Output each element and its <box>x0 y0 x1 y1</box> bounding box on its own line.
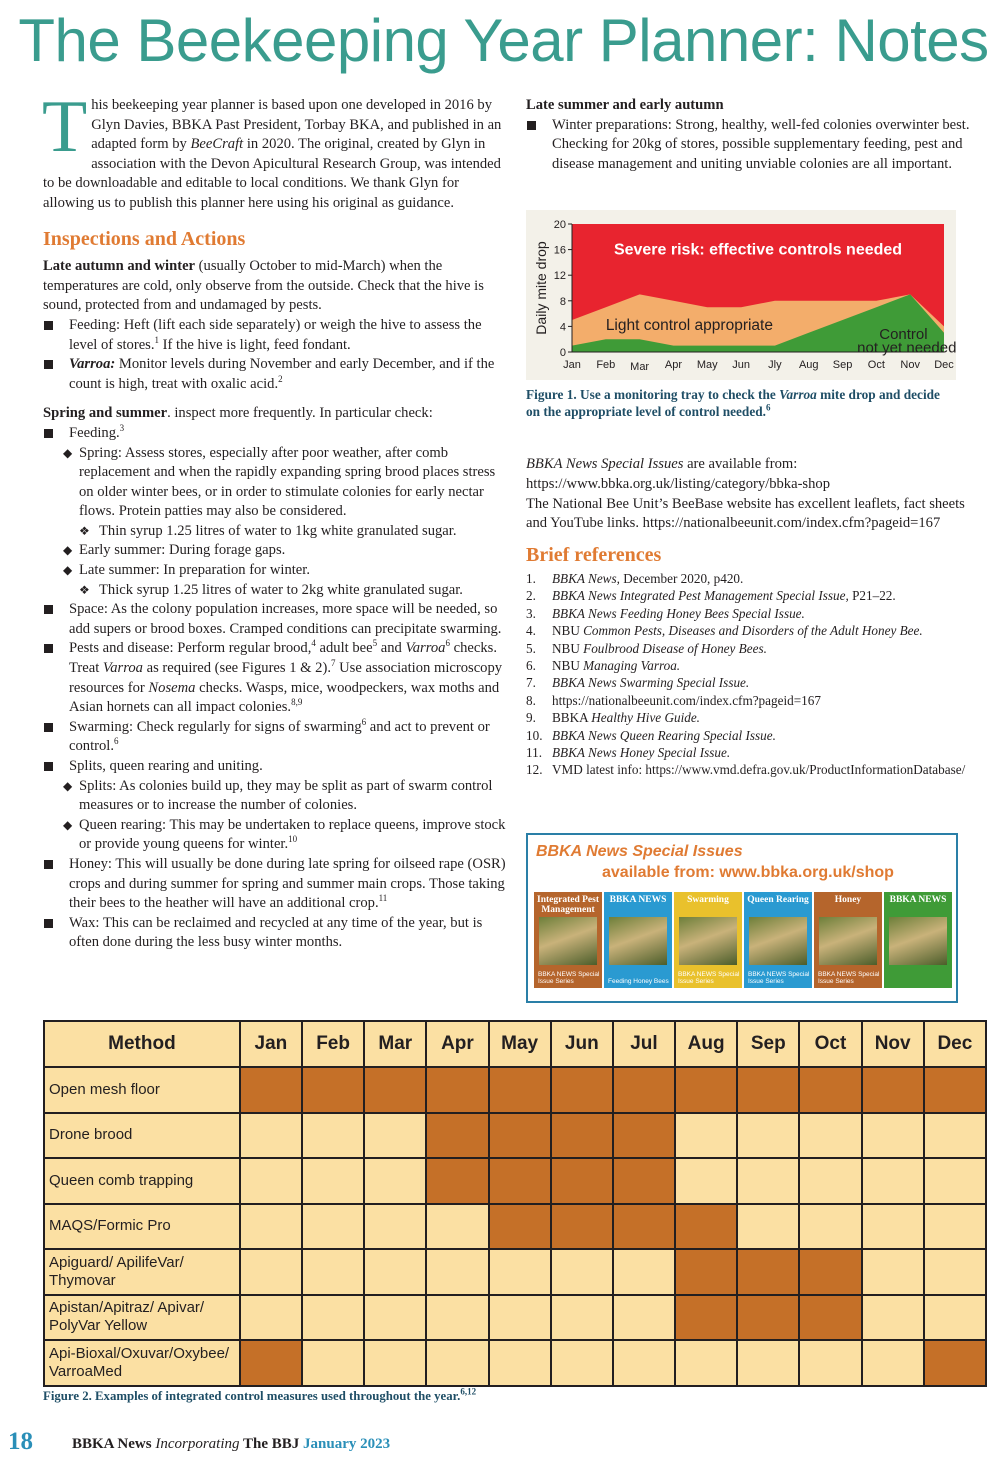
cover-photo <box>679 917 737 965</box>
month-header: Nov <box>862 1021 924 1067</box>
x-tick-label: May <box>696 359 718 371</box>
inactive-month-cell <box>675 1340 737 1386</box>
active-month-cell <box>551 1204 613 1250</box>
x-tick-label: Nov <box>900 359 920 371</box>
inactive-month-cell <box>862 1204 924 1250</box>
inactive-month-cell <box>862 1340 924 1386</box>
inactive-month-cell <box>240 1249 302 1295</box>
active-month-cell <box>675 1295 737 1341</box>
inactive-month-cell <box>240 1158 302 1204</box>
special-issue-cover[interactable] <box>884 892 952 988</box>
y-tick-label: 20 <box>553 219 566 231</box>
inactive-month-cell <box>924 1113 986 1159</box>
reference-item: 10. BBKA News Queen Rearing Special Issue. <box>526 727 776 743</box>
reference-item: 7. BBKA News Swarming Special Issue. <box>526 675 750 691</box>
cover-title: Queen Rearing <box>747 895 809 905</box>
month-header: Jan <box>240 1021 302 1067</box>
special-issue-cover[interactable] <box>744 892 812 988</box>
left-column <box>42 86 507 953</box>
active-month-cell <box>675 1067 737 1113</box>
active-month-cell <box>489 1204 551 1250</box>
inspections-heading: Inspections and Actions <box>43 227 246 250</box>
shop-link[interactable]: https://www.bbka.org.uk/listing/category/bbka-shop <box>526 475 831 492</box>
special-issue-cover[interactable] <box>534 892 602 988</box>
active-month-cell <box>302 1067 364 1113</box>
list-item: Feeding.$^3$ ◆ Spring: Assess stores, especially after poor weather, after comb replacement and when the rapidly expanding spring brood places stress on older winter bees, or in order to stimulate colonies for early nectar flows. Protein patties may also be considered. ❖ Thin syrup 1.25 litres of water to 1kg white granulated sugar. ◆ Early summer: During forage gaps. ◆ Late summer: In preparation for winter. ❖ Thick syrup 1.25 litres of water to 2kg white granulated sugar. <box>43 424 507 600</box>
inactive-month-cell <box>737 1340 799 1386</box>
x-tick-label: Oct <box>867 359 885 371</box>
inactive-month-cell <box>364 1204 426 1250</box>
y-tick-label: 12 <box>553 270 566 283</box>
active-month-cell <box>613 1158 675 1204</box>
special-issue-cover[interactable] <box>674 892 742 988</box>
inactive-month-cell <box>551 1295 613 1341</box>
month-header: Aug <box>675 1021 737 1067</box>
active-month-cell <box>924 1067 986 1113</box>
drop-cap: T <box>42 86 88 168</box>
inactive-month-cell <box>364 1158 426 1204</box>
cover-title: Integrated Pest Management <box>537 895 599 915</box>
ad-title: BBKA News Special Issues <box>536 843 743 860</box>
month-header: Apr <box>426 1021 488 1067</box>
active-month-cell <box>426 1158 488 1204</box>
references-heading: Brief references <box>526 544 662 567</box>
active-month-cell <box>426 1113 488 1159</box>
inactive-month-cell <box>551 1249 613 1295</box>
month-header: Mar <box>364 1021 426 1067</box>
active-month-cell <box>799 1249 861 1295</box>
late-summer-heading: Late summer and early autumn <box>526 97 724 113</box>
publication-line: BBKA News Incorporating The BBJ January 2023 <box>72 1436 391 1452</box>
month-header: Jul <box>613 1021 675 1067</box>
inactive-month-cell <box>737 1113 799 1159</box>
reference-item: 9. BBKA Healthy Hive Guide. <box>526 710 700 726</box>
y-axis-label: Daily mite drop <box>533 241 549 335</box>
x-tick-label: Jun <box>732 359 750 371</box>
inactive-month-cell <box>302 1113 364 1159</box>
active-month-cell <box>489 1113 551 1159</box>
x-tick-label: Mar <box>630 361 650 373</box>
cover-series: Feeding Honey Bees <box>608 978 669 985</box>
list-item: ❖ Thin syrup 1.25 litres of water to 1kg white granulated sugar. <box>73 522 507 542</box>
page-title: The Beekeeping Year Planner: Notes <box>18 7 989 74</box>
active-month-cell <box>613 1113 675 1159</box>
spring-list <box>43 424 507 953</box>
special-issues-block: BBKA News Special Issues are available from: https://www.bbka.org.uk/listing/category/bbka-shop The National Bee Unit’s BeeBase website has excellent leaflets, fact sheets and YouTube links. https://nationalbeeunit.com/index.cfm?pageid=167 Brief references 1. BBKA News, December 2020, p420. 2. BBKA News Integrated Pest Management Special Issue, P21–22. 3. BBKA News Feeding Honey Bees Special Issue. 4. NBU Common Pests, Diseases and Disorders of the Adult Honey Bee. 5. NBU Foulbrood Disease of Honey Bees. 6. NBU Managing Varroa. 7. BBKA News Swarming Special Issue. 8. https://nationalbeeunit.com/index.cfm?pageid=167 9. BBKA Healthy Hive Guide. 10. BBKA News Queen Rearing Special Issue. 11. BBKA News Honey Special Issue. 12. VMD latest info: https://www.vmd.defra.gov.uk/ProductInformationDatabase/ <box>526 455 986 779</box>
not-needed-label: not yet needed <box>857 339 956 357</box>
intro-paragraph: This beekeeping year planner is based upon one developed in 2016 by Glyn Davies, BBKA Past President, Torbay BKA, and published in an adapted form by BeeCraft in 2020. The original, created by Glyn in association with the Devon Apicultural Research Group, was intended to be downloadable and editable to local conditions. We thank Glyn for allowing us to publish this planner here using his original as guidance. <box>42 86 502 211</box>
active-month-cell <box>799 1295 861 1341</box>
reference-item: 5. NBU Foulbrood Disease of Honey Bees. <box>526 640 767 656</box>
figure2-caption: Figure 2. Examples of integrated control measures used throughout the year.$^{6,12}$ <box>43 1386 477 1403</box>
active-month-cell <box>551 1158 613 1204</box>
cover-title: Swarming <box>687 895 729 905</box>
active-month-cell <box>489 1158 551 1204</box>
table-row <box>44 1295 986 1341</box>
cover-series: BBKA NEWS Special Issue Series <box>678 971 740 985</box>
list-item: Varroa: Monitor levels during November and early December, and if the count is high, treat with oxalic acid.$^2$ <box>43 355 507 394</box>
severe-risk-label: Severe risk: effective controls needed <box>613 241 903 259</box>
table-row <box>44 1204 986 1250</box>
inactive-month-cell <box>302 1340 364 1386</box>
inactive-month-cell <box>737 1158 799 1204</box>
inactive-month-cell <box>924 1295 986 1341</box>
reference-item: 12. VMD latest info: https://www.vmd.defra.gov.uk/ProductInformationDatabase/ <box>526 762 966 778</box>
inactive-month-cell <box>675 1113 737 1159</box>
inactive-month-cell <box>799 1340 861 1386</box>
table-row <box>44 1113 986 1159</box>
x-tick-label: Sep <box>832 359 853 371</box>
method-cell: MAQS/Formic Pro <box>44 1204 240 1250</box>
active-month-cell <box>551 1113 613 1159</box>
inactive-month-cell <box>426 1295 488 1341</box>
late-summer-list <box>526 116 986 175</box>
right-column <box>526 96 986 174</box>
cover-title: BBKA NEWS <box>889 895 947 905</box>
y-tick-label: 4 <box>559 321 566 334</box>
list-item: Feeding: Heft (lift each side separately) or weigh the hive to assess the level of stores.$^1$ If the hive is light, feed fondant. <box>43 316 507 355</box>
method-cell: Queen comb trapping <box>44 1158 240 1204</box>
inactive-month-cell <box>302 1249 364 1295</box>
y-tick-label: 0 <box>559 347 566 359</box>
inactive-month-cell <box>426 1204 488 1250</box>
page-footer <box>0 1428 1007 1458</box>
ad-covers <box>534 892 952 988</box>
x-tick-label: Jan <box>563 359 581 371</box>
reference-item: 3. BBKA News Feeding Honey Bees Special Issue. <box>526 605 805 621</box>
list-item: Honey: This will usually be done during late spring for oilseed rape (OSR) crops and during summer for spring and summer main crops. Those taking their bees to the heather will have an additional crop.$^{11}$ <box>43 855 507 914</box>
inactive-month-cell <box>862 1249 924 1295</box>
inactive-month-cell <box>924 1249 986 1295</box>
active-month-cell <box>799 1067 861 1113</box>
month-header: Sep <box>737 1021 799 1067</box>
month-header: May <box>489 1021 551 1067</box>
control-label: Control <box>879 326 928 344</box>
special-issues-ad[interactable] <box>526 833 958 1003</box>
inactive-month-cell <box>799 1204 861 1250</box>
inactive-month-cell <box>364 1113 426 1159</box>
inactive-month-cell <box>302 1158 364 1204</box>
active-month-cell <box>489 1067 551 1113</box>
month-header: Jun <box>551 1021 613 1067</box>
inactive-month-cell <box>862 1295 924 1341</box>
mite-drop-chart <box>526 210 956 380</box>
method-header: Method <box>44 1021 240 1067</box>
active-month-cell <box>426 1067 488 1113</box>
list-item: Wax: This can be reclaimed and recycled at any time of the year, but is often done during the less busy winter months. <box>43 914 507 953</box>
cover-title: Honey <box>834 895 862 905</box>
beebase-text: The National Bee Unit’s BeeBase website has excellent leaflets, fact sheets and YouTube links. https://nationalbeeunit.com/index.cfm?pageid=167 <box>526 495 965 532</box>
inactive-month-cell <box>924 1158 986 1204</box>
list-item: Space: As the colony population increases, more space will be needed, so add supers or brood boxes. Cramped conditions can precipitate swarming. <box>43 600 507 639</box>
inactive-month-cell <box>489 1295 551 1341</box>
x-tick-label: Feb <box>596 359 616 371</box>
reference-item: 6. NBU Managing Varroa. <box>526 658 681 674</box>
cover-photo <box>889 917 947 965</box>
list-item: ◆ Early summer: During forage gaps. <box>61 541 507 561</box>
active-month-cell <box>240 1340 302 1386</box>
inactive-month-cell <box>302 1295 364 1341</box>
x-tick-label: Jly <box>768 359 782 371</box>
month-header: Oct <box>799 1021 861 1067</box>
table-row <box>44 1249 986 1295</box>
active-month-cell <box>364 1067 426 1113</box>
table-row <box>44 1067 986 1113</box>
inactive-month-cell <box>613 1249 675 1295</box>
list-item: Splits, queen rearing and uniting. ◆ Splits: As colonies build up, they may be split as part of swarm control measures or to increase the number of colonies. ◆ Queen rearing: This may be undertaken to replace queens, improve stock or provide young queens for winter.$^{10}$ <box>43 757 507 855</box>
list-item: Swarming: Check regularly for signs of swarming$^6$ and act to prevent or control.$^6$ <box>43 718 507 757</box>
cover-series: BBKA NEWS Special Issue Series <box>538 971 600 985</box>
inactive-month-cell <box>426 1340 488 1386</box>
inactive-month-cell <box>489 1249 551 1295</box>
month-header: Feb <box>302 1021 364 1067</box>
method-cell: Apistan/Apitraz/ Apivar/ PolyVar Yellow <box>44 1295 240 1341</box>
active-month-cell <box>613 1067 675 1113</box>
list-item: ◆ Spring: Assess stores, especially after poor weather, after comb replacement and when the rapidly expanding spring brood places stress on older winter bees, or in order to stimulate colonies for early nectar flows. Protein patties may also be considered. ❖ Thin syrup 1.25 litres of water to 1kg white granulated sugar. <box>61 444 507 542</box>
inactive-month-cell <box>364 1249 426 1295</box>
cover-photo <box>819 917 877 965</box>
active-month-cell <box>240 1067 302 1113</box>
cover-photo <box>749 917 807 965</box>
chart-svg <box>526 210 956 380</box>
y-tick-label: 8 <box>559 295 566 308</box>
inactive-month-cell <box>799 1158 861 1204</box>
inactive-month-cell <box>675 1158 737 1204</box>
reference-item: 8. https://nationalbeeunit.com/index.cfm?pageid=167 <box>526 692 821 708</box>
method-cell: Open mesh floor <box>44 1067 240 1113</box>
inactive-month-cell <box>240 1204 302 1250</box>
method-cell: Api-Bioxal/Oxuvar/Oxybee/ VarroaMed <box>44 1340 240 1386</box>
x-tick-label: Dec <box>934 359 954 371</box>
reference-item: 1. BBKA News, December 2020, p420. <box>526 570 744 586</box>
special-issue-cover[interactable] <box>814 892 882 988</box>
control-measures-table <box>43 1020 987 1387</box>
method-cell: Drone brood <box>44 1113 240 1159</box>
references-list <box>526 570 986 779</box>
inactive-month-cell <box>302 1204 364 1250</box>
ad-subtitle: available from: www.bbka.org.uk/shop <box>602 864 894 881</box>
list-item: Winter preparations: Strong, healthy, well-fed colonies overwinter best. Checking for 20kg of stores, possible supplementary feeding, pest and disease management and uniting unviable colonies are all important. <box>526 116 986 175</box>
month-header: Dec <box>924 1021 986 1067</box>
y-tick-label: 16 <box>553 244 566 257</box>
active-month-cell <box>551 1067 613 1113</box>
table-row <box>44 1340 986 1386</box>
active-month-cell <box>737 1249 799 1295</box>
active-month-cell <box>737 1067 799 1113</box>
cover-photo <box>539 917 597 965</box>
active-month-cell <box>862 1067 924 1113</box>
cover-series: BBKA NEWS Special Issue Series <box>748 971 810 985</box>
inactive-month-cell <box>240 1113 302 1159</box>
figure1-caption: Figure 1. Use a monitoring tray to check the Varroa mite drop and decide on the appropriate level of control needed.$^6$ <box>526 387 940 419</box>
method-cell: Apiguard/ ApilifeVar/ Thymovar <box>44 1249 240 1295</box>
table-header-row <box>44 1021 986 1067</box>
list-item: ❖ Thick syrup 1.25 litres of water to 2kg white granulated sugar. <box>73 581 507 601</box>
reference-item: 2. BBKA News Integrated Pest Management Special Issue, P21–22. <box>526 588 896 604</box>
reference-item: 11. BBKA News Honey Special Issue. <box>526 745 731 761</box>
reference-item: 4. NBU Common Pests, Diseases and Disorders of the Adult Honey Bee. <box>526 623 923 639</box>
active-month-cell <box>737 1295 799 1341</box>
light-control-label: Light control appropriate <box>605 317 773 335</box>
inactive-month-cell <box>924 1204 986 1250</box>
inactive-month-cell <box>613 1340 675 1386</box>
table-row <box>44 1158 986 1204</box>
inactive-month-cell <box>799 1113 861 1159</box>
winter-list <box>43 316 507 394</box>
cover-photo <box>609 917 667 965</box>
cover-series: BBKA NEWS Special Issue Series <box>818 971 880 985</box>
active-month-cell <box>675 1204 737 1250</box>
inactive-month-cell <box>489 1340 551 1386</box>
list-item: ◆ Splits: As colonies build up, they may be split as part of swarm control measures or to increase the number of colonies. <box>61 777 507 816</box>
inactive-month-cell <box>737 1204 799 1250</box>
inactive-month-cell <box>862 1113 924 1159</box>
active-month-cell <box>675 1249 737 1295</box>
active-month-cell <box>613 1204 675 1250</box>
inactive-month-cell <box>551 1340 613 1386</box>
list-item: ◆ Late summer: In preparation for winter. ❖ Thick syrup 1.25 litres of water to 2kg white granulated sugar. <box>61 561 507 600</box>
late-autumn-paragraph: Late autumn and winter (usually October to mid-March) when the temperatures are cold, only observe from the outside. Check that the hive is sound, protected from and undamaged by pests. <box>43 258 484 314</box>
list-item: ◆ Queen rearing: This may be undertaken to replace queens, improve stock or provide young queens for winter.$^{10}$ <box>61 816 507 855</box>
x-tick-label: Aug <box>798 359 819 371</box>
active-month-cell <box>924 1340 986 1386</box>
inactive-month-cell <box>862 1158 924 1204</box>
inactive-month-cell <box>364 1295 426 1341</box>
inactive-month-cell <box>240 1295 302 1341</box>
special-issue-cover[interactable] <box>604 892 672 988</box>
inactive-month-cell <box>613 1295 675 1341</box>
x-tick-label: Apr <box>664 359 683 371</box>
page-number: 18 <box>8 1428 33 1455</box>
cover-title: BBKA NEWS <box>609 895 667 905</box>
list-item: Pests and disease: Perform regular brood,$^4$ adult bee$^5$ and Varroa$^6$ checks. Treat Varroa as required (see Figures 1 & 2).$^7$ Use association microscopy resources for Nosema checks. Wasps, mice, woodpeckers, wax moths and Asian hornets can all impact colonies.$^{8,9}$ <box>43 639 507 717</box>
inactive-month-cell <box>364 1340 426 1386</box>
spring-paragraph: Spring and summer. inspect more frequently. In particular check: <box>43 405 433 422</box>
inactive-month-cell <box>426 1249 488 1295</box>
